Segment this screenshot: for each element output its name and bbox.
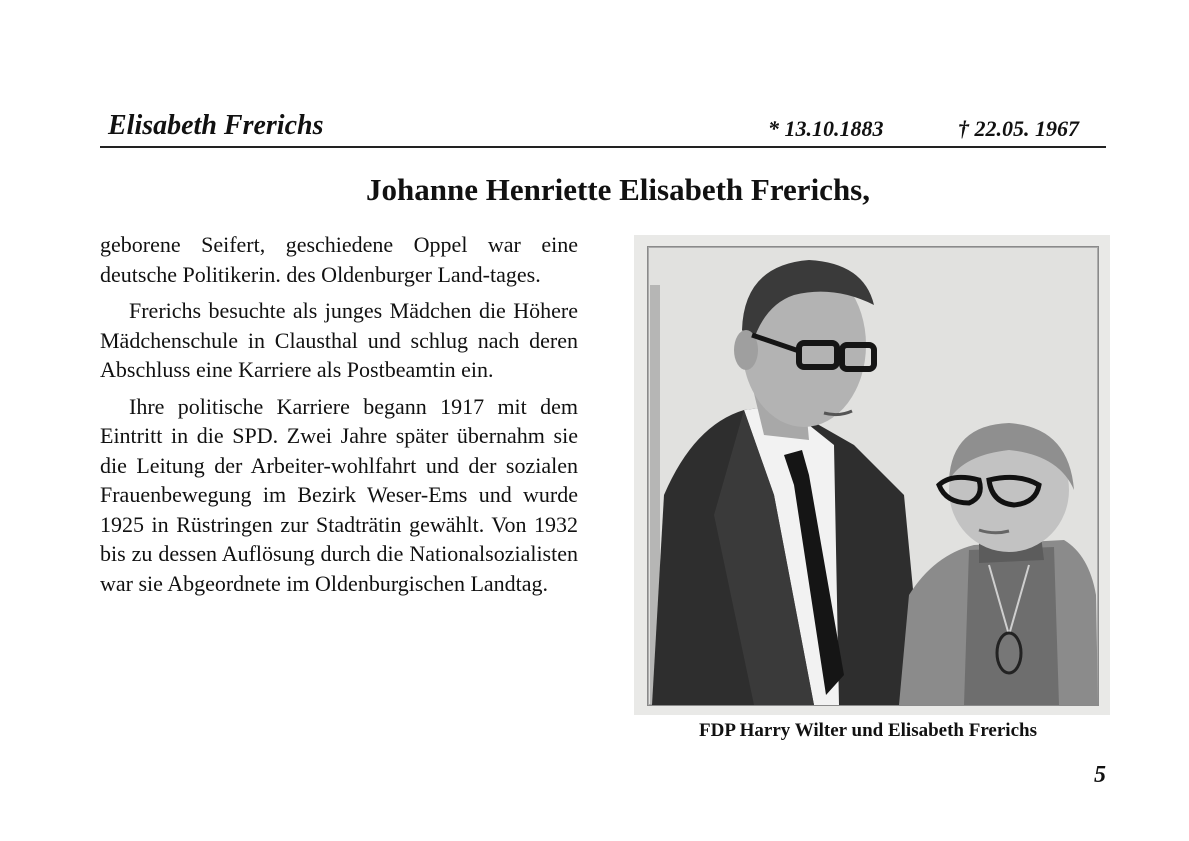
photo-illustration — [634, 235, 1110, 715]
header-birth-date: * 13.10.1883 — [768, 116, 884, 141]
header-death-date: † 22.05. 1967 — [958, 116, 1079, 141]
page-title: Johanne Henriette Elisabeth Frerichs, — [366, 172, 870, 207]
page-number: 5 — [1094, 762, 1106, 788]
paragraph-3: Ihre politische Karriere begann 1917 mit dem Eintritt in die SPD. Zwei Jahre später übernahm sie die Leitung der Arbeiter-wohlfahrt und der sozialen Frauenbewegung im Bezirk Weser-Ems und wurde 1925 in Rüstringen zur Stadträtin gewählt. Von 1932 bis zu dessen Auflösung durch die Nationalsozialisten war sie Abgeordnete im Oldenburgischen Landtag. — [100, 393, 578, 596]
header-name: Elisabeth Frerichs — [108, 110, 324, 141]
paragraph-1: geborene Seifert, geschiedene Oppel war eine deutsche Politikerin. des Oldenburger Land-tages. — [100, 232, 578, 287]
photo-caption: FDP Harry Wilter und Elisabeth Frerichs — [699, 720, 1037, 741]
portrait-photo — [634, 235, 1110, 715]
page-header — [100, 110, 1106, 148]
body-text — [100, 230, 578, 605]
paragraph-2: Frerichs besuchte als junges Mädchen die Höhere Mädchenschule in Clausthal und schlug nach deren Abschluss eine Karriere als Postbeamtin ein. — [100, 298, 578, 382]
